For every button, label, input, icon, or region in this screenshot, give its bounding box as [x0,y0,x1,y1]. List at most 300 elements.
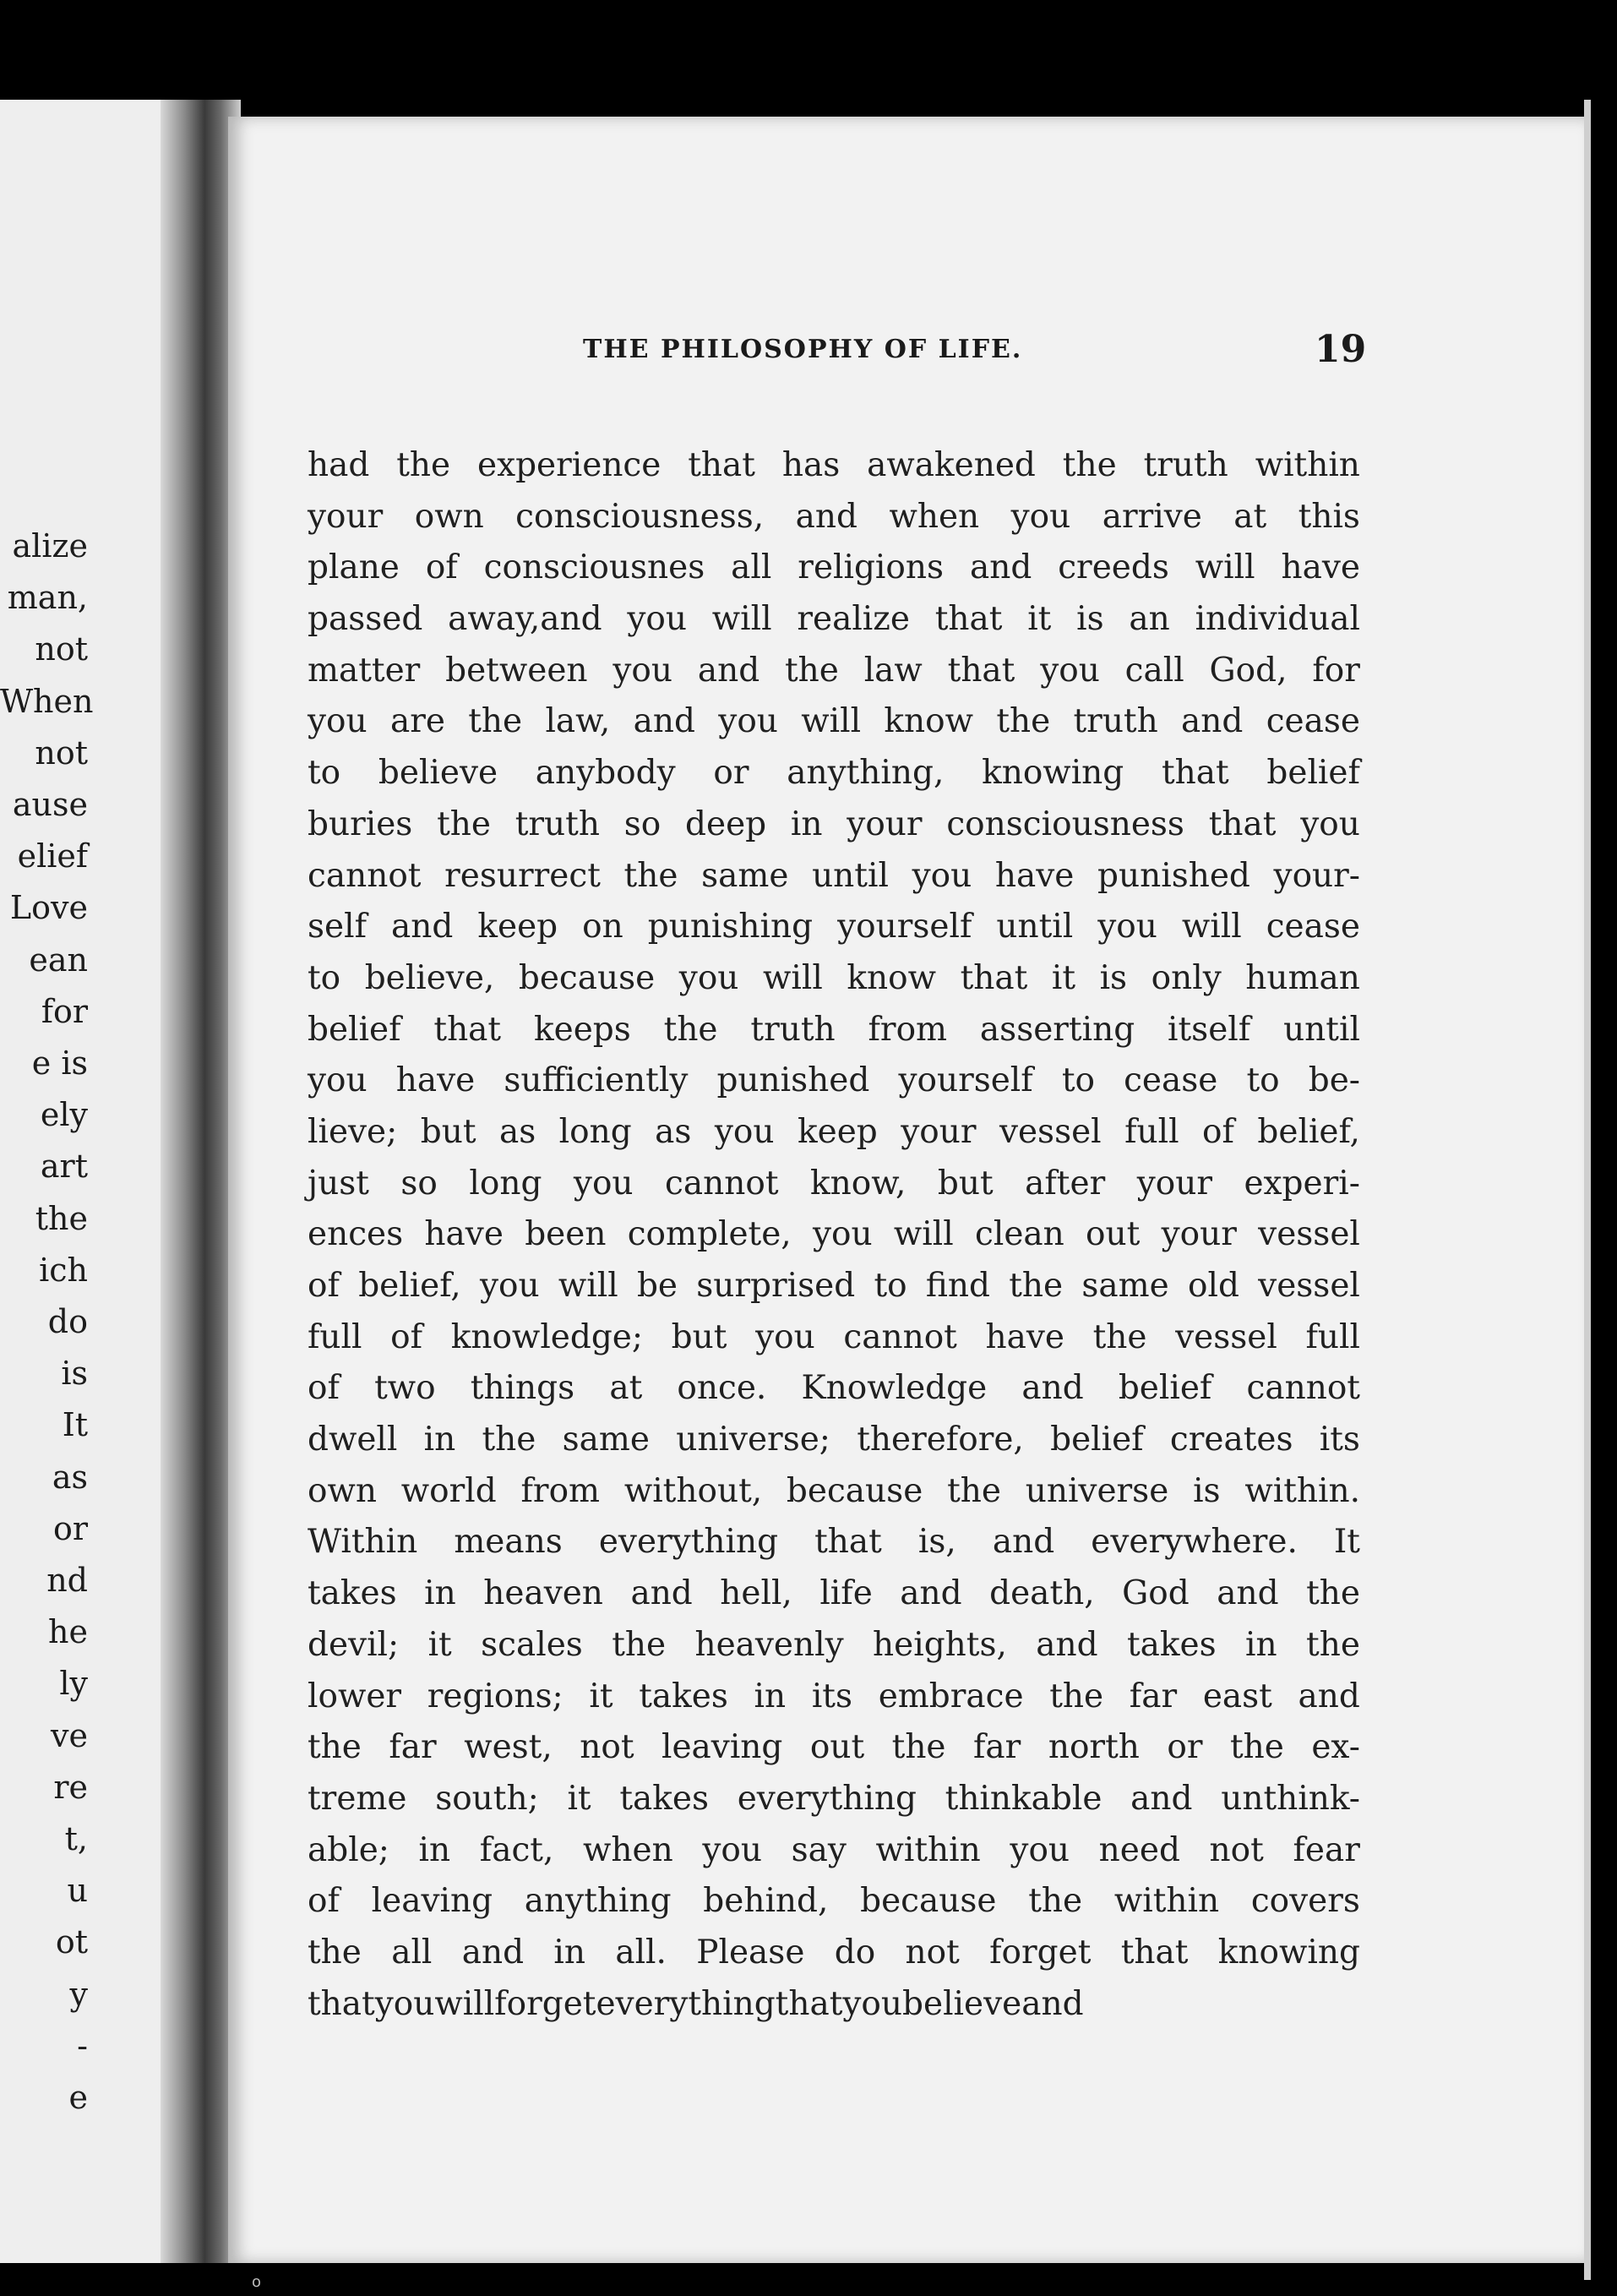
word: without, [623,1471,763,1510]
word: full [1305,1317,1360,1356]
word: heights, [873,1625,1007,1664]
text-line [308,1363,1360,1415]
word: that [934,600,1003,639]
word: for [1312,651,1360,690]
word: devil; [308,1625,400,1664]
text-line [308,1568,1360,1620]
word: truth [750,1010,836,1049]
word: matter [308,651,421,690]
word: you [479,1267,540,1305]
word: you [308,702,368,741]
word: heavenly [694,1625,844,1664]
word: of [308,1267,340,1305]
previous-page-fragment: - [77,2026,88,2064]
word: in [424,1574,456,1613]
word: keep [477,908,558,946]
previous-page-fragment: When [0,682,94,720]
text-line [308,696,1360,748]
word: you [714,1112,775,1151]
word: know [847,958,936,997]
previous-page-fragment: ean [29,941,88,979]
word: and [1217,1574,1279,1613]
word: knowing [982,754,1124,793]
text-line [308,594,1360,646]
previous-page-fragment: y [69,1975,88,2013]
word: death, [989,1574,1095,1613]
word: that [775,1984,843,2023]
word: east [1202,1677,1272,1715]
word: long [558,1112,632,1151]
text-line [308,1620,1360,1672]
word: the [612,1625,667,1664]
word: the [1049,1677,1104,1715]
text-line [308,902,1360,953]
word: world [400,1471,497,1510]
previous-page-fragment: not [35,734,88,772]
word: everywhere. [1091,1523,1298,1562]
word: punishing [647,908,814,946]
word: consciousnes [483,548,705,587]
word: but [937,1164,994,1203]
word: of [308,1882,340,1921]
word: it [567,1779,591,1818]
word: know [884,702,973,741]
word: God, [1209,651,1288,690]
word: belief [308,1010,401,1049]
body-text [308,440,1360,2030]
word: that [947,651,1015,690]
word: say [791,1830,847,1869]
text-line [308,1722,1360,1774]
word: have [395,1061,476,1100]
word: realize [797,600,910,639]
word: belief [1118,1369,1212,1408]
word: the [947,1471,1001,1510]
word: after [1025,1164,1106,1203]
word: Please [696,1933,805,1972]
word: the [308,1933,362,1972]
word: vessel [1258,1267,1360,1305]
text-line [308,1005,1360,1056]
word: you [627,600,687,639]
page-edge [1584,100,1591,2280]
word: in [418,1830,451,1869]
previous-page-fragment: e is [31,1044,88,1083]
word: things [470,1369,575,1408]
word: its [811,1677,852,1715]
word: are [389,702,445,741]
previous-page-fragment: ly [59,1665,88,1703]
word: two [374,1369,436,1408]
previous-page-fragment: ve [51,1716,88,1754]
word: in [553,1933,585,1972]
word: full [308,1317,362,1356]
word: out [1086,1215,1141,1254]
text-line [308,1415,1360,1466]
word: because [786,1471,923,1510]
previous-page-fragment: or [52,1509,88,1547]
word: vessel [1258,1215,1360,1254]
word: everything [596,1984,776,2023]
word: means [454,1523,563,1562]
word: individual [1195,600,1360,639]
word: within [1113,1882,1220,1921]
word: embrace [878,1677,1024,1715]
word: lieve; [308,1112,398,1151]
previous-page-fragment: alize [12,527,88,564]
word: covers [1250,1882,1360,1921]
word: have [985,1317,1064,1356]
text-line [308,1979,1360,2031]
word: and [391,908,454,946]
word: until [812,856,889,895]
word: and [969,548,1032,587]
word: cease [1266,908,1360,946]
text-line [308,1876,1360,1928]
previous-page-fragment: nd [46,1562,88,1600]
word: and [900,1574,962,1613]
word: that [433,1010,502,1049]
word: belief, [1257,1112,1360,1151]
word: you [374,1984,435,2023]
word: the [1092,1317,1147,1356]
word: will [711,600,772,639]
word: law, [545,702,611,741]
word: same [1081,1267,1169,1305]
word: and [1130,1779,1193,1818]
word: human [1245,958,1360,997]
word: religions [798,548,945,587]
word: so [400,1164,438,1203]
word: lower [308,1677,402,1715]
word: unthink- [1221,1779,1360,1818]
word: arrive [1102,497,1202,536]
word: and [630,1574,693,1613]
word: has [781,446,841,484]
word: south; [435,1779,539,1818]
word: all. [615,1933,667,1972]
word: buries [308,804,413,843]
word: at [1233,497,1267,536]
word: same [562,1421,650,1459]
word: within [875,1830,981,1869]
word: be- [1308,1061,1360,1100]
word: and [992,1523,1055,1562]
word: own [414,497,484,536]
word: that [1208,804,1277,843]
text-line [308,851,1360,903]
word: or [1167,1728,1203,1767]
word: be [636,1267,678,1305]
word: experience [477,446,662,484]
word: your [901,1112,977,1151]
word: keep [797,1112,878,1151]
word: and [1181,702,1244,741]
word: the [623,856,678,895]
word: until [1283,1010,1360,1049]
word: you [812,1215,873,1254]
word: the [437,804,491,843]
word: asserting [979,1010,1135,1049]
previous-page-fragment: man, [7,579,88,617]
word: punished [1097,856,1250,895]
previous-page-fragment: art [40,1148,88,1186]
word: universe; [676,1421,830,1459]
word: that [688,446,755,484]
word: to [1061,1061,1095,1100]
word: anything [524,1882,672,1921]
word: not [580,1728,634,1767]
text-line [308,492,1360,543]
word: is, [917,1523,956,1562]
word: sufficiently [504,1061,689,1100]
word: and [697,651,760,690]
word: just [308,1164,369,1203]
word: takes [308,1574,397,1613]
word: within [1255,446,1360,484]
previous-page-fragment: not [35,630,88,668]
word: of [1202,1112,1234,1151]
word: plane [308,548,400,587]
word: the [1009,1267,1064,1305]
word: cannot [308,856,422,895]
previous-page-fragment: t, [64,1820,88,1858]
word: that [960,958,1028,997]
word: in [1245,1625,1277,1664]
word: west, [464,1728,553,1767]
word: in [423,1421,456,1459]
word: this [1298,497,1360,536]
word: north [1048,1728,1140,1767]
word: because [860,1882,997,1921]
word: will [1181,908,1242,946]
previous-page-fragment: ause [12,786,88,824]
previous-page-fragment: Love [9,889,88,927]
word: It [1333,1523,1360,1562]
word: punished [716,1061,870,1100]
word: from [520,1471,601,1510]
word: experi- [1244,1164,1360,1203]
previous-page-fragment: he [48,1613,88,1651]
word: you [1040,651,1100,690]
text-line [308,953,1360,1005]
word: life [819,1574,873,1613]
word: believe [378,754,498,793]
previous-page-fragment: do [47,1303,88,1341]
word: need [1098,1830,1180,1869]
word: between [445,651,588,690]
word: creates [1169,1421,1293,1459]
word: Knowledge [801,1369,988,1408]
word: and [1021,1369,1084,1408]
text-line [308,543,1360,594]
word: treme [308,1779,407,1818]
word: cannot [1246,1369,1360,1408]
word: cease [1266,702,1360,741]
word: you [308,1061,368,1100]
word: full [1124,1112,1179,1151]
word: complete, [627,1215,792,1254]
word: it [589,1677,613,1715]
text-line [308,646,1360,697]
text-line [308,1209,1360,1261]
word: your [308,497,384,536]
word: to [308,958,341,997]
word: until [996,908,1074,946]
word: ex- [1311,1728,1360,1767]
word: will [801,702,862,741]
word: or [713,754,749,793]
text-line [308,799,1360,851]
word: believe [902,1984,1022,2023]
word: you [573,1164,634,1203]
word: and [461,1933,525,1972]
word: own [308,1471,377,1510]
word: have [994,856,1075,895]
word: the [996,702,1051,741]
word: fact, [479,1830,554,1869]
word: as [498,1112,536,1151]
word: and [795,497,858,536]
word: behind, [703,1882,829,1921]
word: but [671,1317,727,1356]
word: forget [494,1984,596,2023]
word: thinkable [945,1779,1102,1818]
word: the [785,651,839,690]
word: to [874,1267,907,1305]
text-line [308,1312,1360,1364]
word: when [889,497,980,536]
word: the [1229,1728,1284,1767]
word: knowledge; [450,1317,644,1356]
word: and [633,702,695,741]
word: to [1246,1061,1280,1100]
word: in [790,804,823,843]
word: and [1298,1677,1360,1715]
word: the [1306,1574,1360,1613]
word: vessel [999,1112,1102,1151]
word: it [1051,958,1075,997]
word: cannot [665,1164,779,1203]
word: law [863,651,923,690]
text-line [308,1672,1360,1723]
previous-page-fragment: u [67,1872,88,1910]
word: do [834,1933,876,1972]
word: away,and [448,600,602,639]
text-line [308,1159,1360,1210]
word: is [1193,1471,1221,1510]
text-line [308,1261,1360,1312]
word: cannot [843,1317,957,1356]
word: truth [514,804,600,843]
word: because [518,958,656,997]
word: belief [1266,754,1360,793]
word: regions; [427,1677,564,1715]
text-line [308,1517,1360,1568]
text-line [308,1466,1360,1518]
word: ences [308,1215,404,1254]
word: leaving [661,1728,783,1767]
word: fear [1293,1830,1360,1869]
word: all [391,1933,433,1972]
previous-page-fragment: ely [40,1096,88,1134]
word: yourself [837,908,972,946]
word: you [678,958,739,997]
word: of [425,548,458,587]
word: able; [308,1830,389,1869]
word: scales [481,1625,583,1664]
word: Within [308,1523,418,1562]
word: the [1062,446,1117,484]
word: from [868,1010,948,1049]
word: same [701,856,789,895]
word: the [308,1728,362,1767]
word: in [754,1677,787,1715]
previous-page-line-endings [0,521,94,2124]
word: you [912,856,972,895]
word: belief, [358,1267,461,1305]
text-line [308,1928,1360,1979]
word: within. [1244,1471,1360,1510]
text-line [308,1055,1360,1107]
word: yourself [898,1061,1033,1100]
word: at [609,1369,643,1408]
page-number: 19 [1315,328,1367,371]
word: is [1076,600,1104,639]
word: consciousness [946,804,1184,843]
word: your [1161,1215,1237,1254]
word: that [308,1984,375,2023]
word: keeps [533,1010,631,1049]
word: clean [975,1215,1064,1254]
word: consciousness, [515,497,765,536]
word: anything, [787,754,945,793]
word: vessel [1175,1317,1277,1356]
word: believe, [364,958,495,997]
word: truth [1143,446,1228,484]
word: will [558,1267,618,1305]
word: the [891,1728,946,1767]
word: the [1306,1625,1360,1664]
word: surprised [696,1267,856,1305]
word: you [1300,804,1360,843]
word: dwell [308,1421,398,1459]
previous-page-fragment: e [68,2079,88,2117]
word: therefore, [857,1421,1024,1459]
word: call [1124,651,1184,690]
word: you [1010,1830,1070,1869]
word: truth [1073,702,1158,741]
word: not [1209,1830,1264,1869]
word: of [390,1317,423,1356]
word: an [1129,600,1170,639]
word: heaven [483,1574,603,1613]
word: and [1021,1984,1084,2023]
word: you [842,1984,903,2023]
word: have [424,1215,504,1254]
word: you [702,1830,762,1869]
text-line [308,1774,1360,1825]
word: once. [677,1369,767,1408]
text-line [308,1825,1360,1877]
word: your [1136,1164,1212,1203]
word: been [525,1215,607,1254]
word: know, [810,1164,906,1203]
word: you [718,702,778,741]
word: that [1120,1933,1189,1972]
word: the [468,702,523,741]
word: but [420,1112,476,1151]
